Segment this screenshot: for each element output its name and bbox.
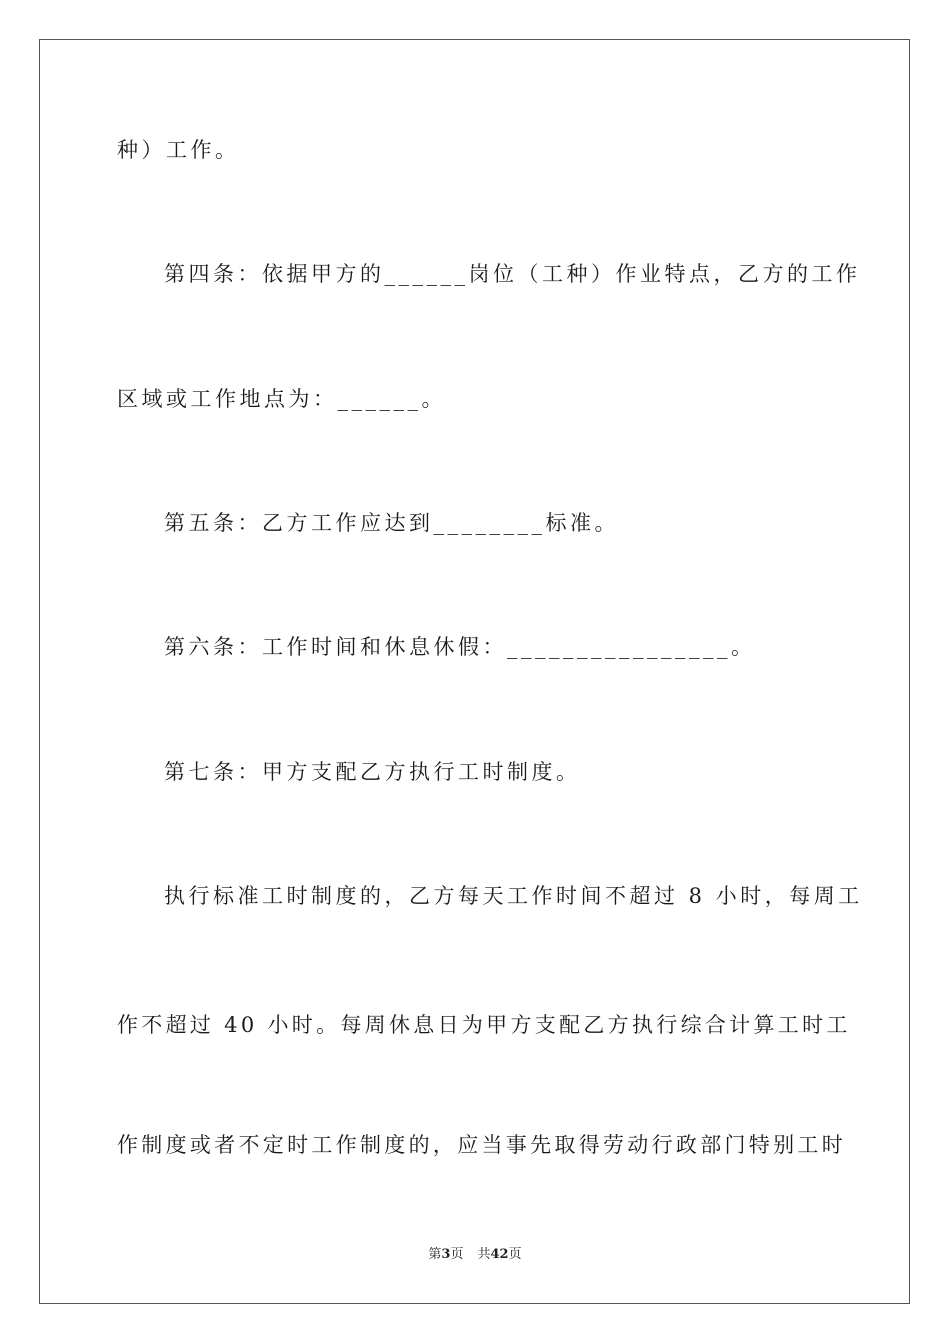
text-line-1: 种）工作。	[117, 138, 240, 162]
text-line-article-4: 第四条：依据甲方的______岗位（工种）作业特点，乙方的工作	[164, 262, 861, 286]
page-prefix: 第	[428, 1247, 442, 1262]
page-border	[39, 39, 910, 1304]
text-line-3: 区域或工作地点为：______。	[117, 387, 446, 411]
total-pages: 42	[490, 1247, 509, 1262]
page-footer	[0, 1247, 950, 1263]
page-number: 3	[441, 1247, 451, 1262]
text-line-article-5: 第五条：乙方工作应达到________标准。	[164, 511, 619, 535]
text-line-article-6: 第六条：工作时间和休息休假：________________。	[164, 635, 756, 659]
text-line-8: 作不超过 40 小时。每周休息日为甲方支配乙方执行综合计算工时工	[117, 1013, 851, 1037]
total-prefix: 共	[477, 1247, 491, 1262]
page-suffix: 页	[450, 1247, 464, 1262]
text-line-article-7: 第七条：甲方支配乙方执行工时制度。	[164, 760, 581, 784]
text-line-7: 执行标准工时制度的，乙方每天工作时间不超过 8 小时，每周工	[164, 884, 863, 908]
text-line-9: 作制度或者不定时工作制度的，应当事先取得劳动行政部门特别工时	[117, 1133, 846, 1157]
total-suffix: 页	[508, 1247, 522, 1262]
